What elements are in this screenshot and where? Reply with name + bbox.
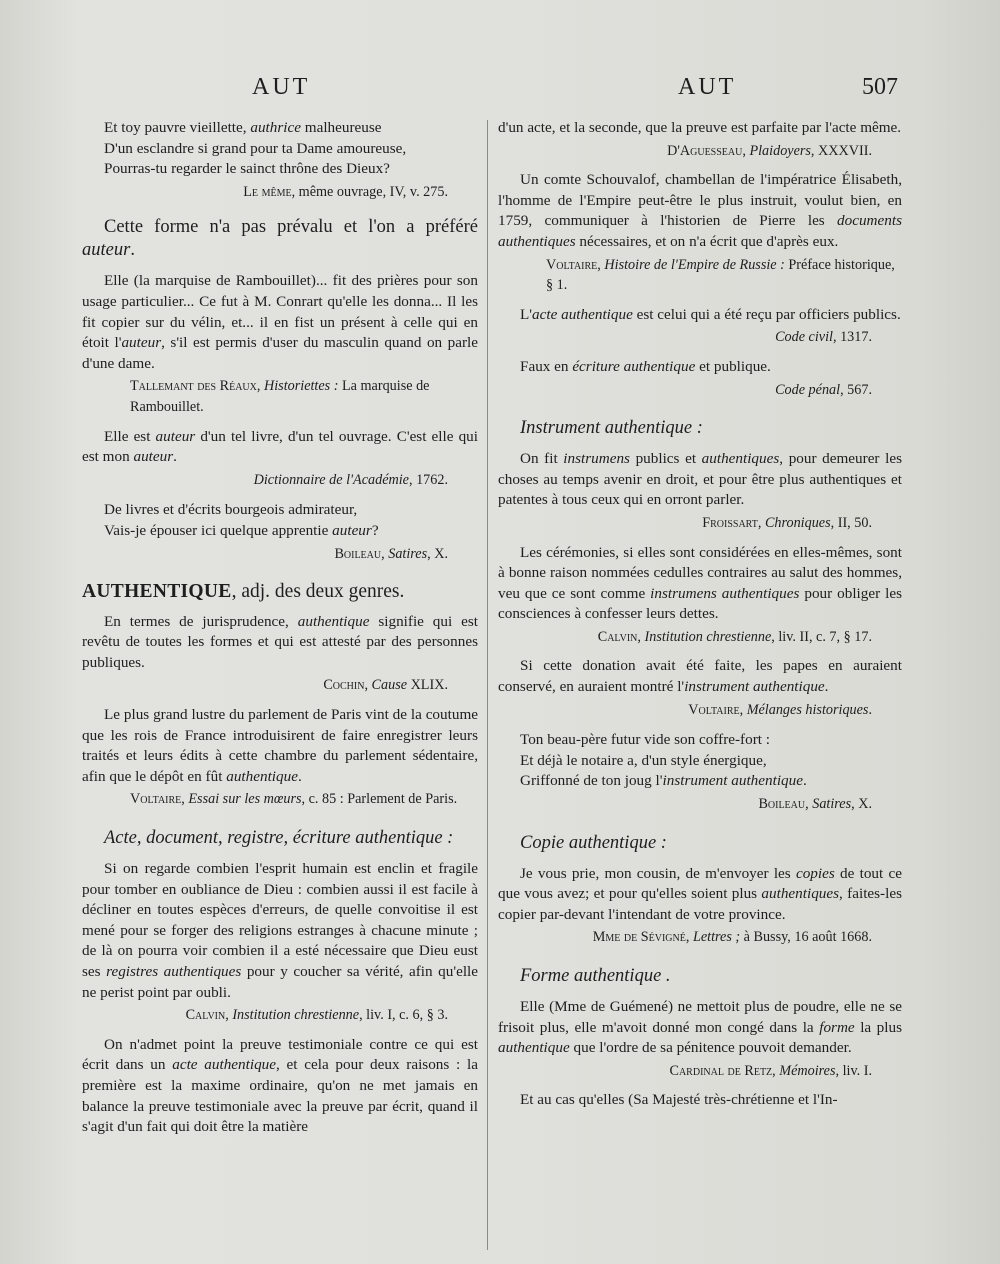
italic-term: auteur [155, 427, 196, 445]
italic-term: auteur [121, 334, 162, 352]
verse-boileau [104, 500, 478, 541]
italic-term: écriture authentique [572, 357, 696, 375]
verse-line: Pourras-tu regarder le sainct thrône des Dieux? [104, 160, 390, 178]
quotation: On n'admet point la preuve testimoniale contre ce qui est écrit dans un acte authentique, et cela pour deux raisons : la première est la maxime ordinaire, qu'on ne met jamais en balance la preuve testimoniale avec la preuve par écrit, quand il s'agit d'un fait qui doit être la matière [82, 1035, 478, 1136]
italic-term: auteur [82, 240, 131, 261]
quotation: On fit instrumens publics et authentiques, pour demeurer les choses au temps avenir en droit, et pour être plus authentiques et patentes à tous ceux qui en orront parler. [498, 450, 902, 509]
verse-line: Griffonné de ton joug l'instrument authentique. [520, 772, 807, 790]
citation: Dictionnaire de l'Académie, 1762. [253, 471, 448, 488]
left-column [82, 118, 478, 1138]
citation: Froissart, Chroniques, II, 50. [702, 514, 872, 531]
running-head-left: AUT [252, 74, 311, 100]
citation: Voltaire, Essai sur les mœurs, c. 85 : Parlement de Paris. [130, 791, 458, 808]
quotation: L'acte authentique est celui qui a été reçu par officiers publics. [520, 305, 901, 323]
quotation: Un comte Schouvalof, chambellan de l'impératrice Élisabeth, l'homme de l'Empire peut-être le plus instruit, voulut bien, en 1759, communiquer à l'historien de Pierre les documents authentiques nécessaires, et on n'a écrit que d'après eux. [498, 171, 902, 250]
entry-heading: AUTHENTIQUE, adj. des deux genres. [82, 581, 405, 603]
italic-term: auteur [133, 448, 174, 466]
commentary: Cette forme n'a pas prévalu et l'on a préféré auteur. [82, 217, 478, 261]
italic-term: forme [819, 1018, 855, 1036]
subheading: Acte, document, registre, écriture authentique : [104, 828, 454, 849]
italic-term: acte authentique [532, 305, 633, 323]
italic-term: registres authentiques [106, 963, 242, 980]
verse-line: D'un esclandre si grand pour ta Dame amoureuse, [104, 139, 407, 157]
italic-term: instrument authentique [662, 772, 803, 790]
italic-term: instrumens authentiques [650, 584, 800, 602]
citation: Mme de Sévigné, Lettres ; à Bussy, 16 août 1668. [592, 929, 872, 946]
quotation: Et au cas qu'elles (Sa Majesté très-chrétienne et l'In- [520, 1091, 838, 1109]
quotation: Le plus grand lustre du parlement de Paris vint de la coutume que les rois de France introduisirent de faire enregistrer leurs traités et leurs édits à cette chambre du parlement sédentaire, afin que le dépôt en fût authentique. [82, 706, 478, 785]
subheading: Instrument authentique : [520, 418, 703, 439]
subheading: Forme authentique . [520, 966, 671, 986]
italic-term: authentiques [761, 885, 840, 903]
running-head-center: AUT [678, 74, 737, 100]
subheading: Copie authentique : [520, 832, 667, 853]
citation: Tallemant des Réaux, Historiettes : La marquise de Rambouillet. [130, 378, 430, 415]
quotation: Je vous prie, mon cousin, de m'envoyer les copies de tout ce que vous avez; et pour qu'elles soient plus authentiques, faites-les copier par-devant l'intendant de votre province. [498, 864, 902, 923]
citation: Voltaire, Mélanges historiques. [688, 701, 872, 718]
citation: Cochin, Cause XLIX. [323, 677, 448, 694]
italic-term: auteur [332, 521, 372, 539]
quotation: Si cette donation avait été faite, les papes en auraient conservé, en auraient montré l'instrument authentique. [498, 657, 902, 696]
italic-term: copies [795, 864, 835, 882]
citation: Boileau, Satires, X. [334, 545, 448, 562]
citation: D'Aguesseau, Plaidoyers, XXXVII. [667, 142, 872, 159]
citation: Boileau, Satires, X. [758, 796, 872, 813]
italic-term: authrice [250, 119, 301, 136]
citation: Cardinal de Retz, Mémoires, liv. I. [669, 1062, 872, 1079]
italic-term: authentique [498, 1039, 570, 1057]
quotation: Faux en écriture authentique et publique. [520, 357, 771, 375]
italic-term: instrument authentique [684, 678, 825, 696]
quotation: Elle (Mme de Guémené) ne mettoit plus de poudre, elle ne se frisoit plus, elle m'avoit donné mon congé dans la forme la plus authentique que l'ordre de sa pénitence pouvoit demander. [498, 998, 902, 1057]
verse-line: Et déjà le notaire a, d'un style énergique, [520, 751, 767, 769]
italic-term: authentique [297, 612, 370, 630]
verse-line: Ton beau-père futur vide son coffre-fort : [520, 731, 770, 749]
quotation: Si on regarde combien l'esprit humain est enclin et fragile pour tomber en oubliance de Dieu : combien aussi il est facile à décliner en toutes espèces d'erreurs, de quelle convoitise il est mené pour se forger des religions estranges à chacune minute ; de là on pourra voir combien il a esté nécessaire que Dieu eust ses registres authentiques pour y coucher sa vérité, afin qu'elle ne perist point par oubli. [82, 860, 478, 1001]
italic-term: authentiques [701, 450, 780, 468]
italic-term: documents authentiques [498, 212, 902, 250]
right-column [498, 118, 902, 1111]
verse-line: De livres et d'écrits bourgeois admirateur, [104, 501, 358, 519]
quotation: Elle (la marquise de Rambouillet)... fit des prières pour son usage particulier... Ce fut à M. Conrart qu'elle les donna... Il les fit copier sur du vélin, et... il en fist un présent à celle qui en étoit l'auteur, s'il est permis d'user du masculin quand on parle d'une dame. [82, 272, 478, 372]
page-number: 507 [862, 74, 898, 100]
italic-term: instrumens [563, 450, 630, 468]
citation: Calvin, Institution chrestienne, liv. II, c. 7, § 17. [597, 628, 872, 645]
quotation: En termes de jurisprudence, authentique signifie qui est revêtu de toutes les formes et qui est attesté par des personnes publiques. [82, 612, 478, 671]
citation: Code pénal, 567. [775, 381, 872, 398]
quotation: Les cérémonies, si elles sont considérées en elles-mêmes, sont à bonne raison nommées cedulles contraires au salut des hommes, veu que ce sont comme instrumens authentiques pour obliger les consciences à confesser leurs dettes. [498, 543, 902, 623]
verse-line: Et toy pauvre vieillette, authrice malheureuse [104, 119, 382, 136]
citation: Voltaire, Histoire de l'Empire de Russie : Préface historique, § 1. [546, 256, 895, 294]
verse-line: Vais-je épouser ici quelque apprentie auteur? [104, 521, 379, 539]
quotation: d'un acte, et la seconde, que la preuve est parfaite par l'acte même. [498, 119, 902, 136]
column-divider [487, 120, 488, 1250]
italic-term: authentique [226, 767, 298, 785]
verse-boileau [520, 730, 902, 792]
citation: Code civil, 1317. [775, 329, 872, 346]
citation: Calvin, Institution chrestienne, liv. I, c. 6, § 3. [185, 1007, 448, 1024]
citation: Le même, même ouvrage, IV, v. 275. [243, 183, 448, 200]
italic-term: acte authentique [172, 1056, 276, 1074]
verse-authrice [104, 118, 478, 180]
quotation: Elle est auteur d'un tel livre, d'un tel ouvrage. C'est elle qui est mon auteur. [82, 427, 478, 466]
